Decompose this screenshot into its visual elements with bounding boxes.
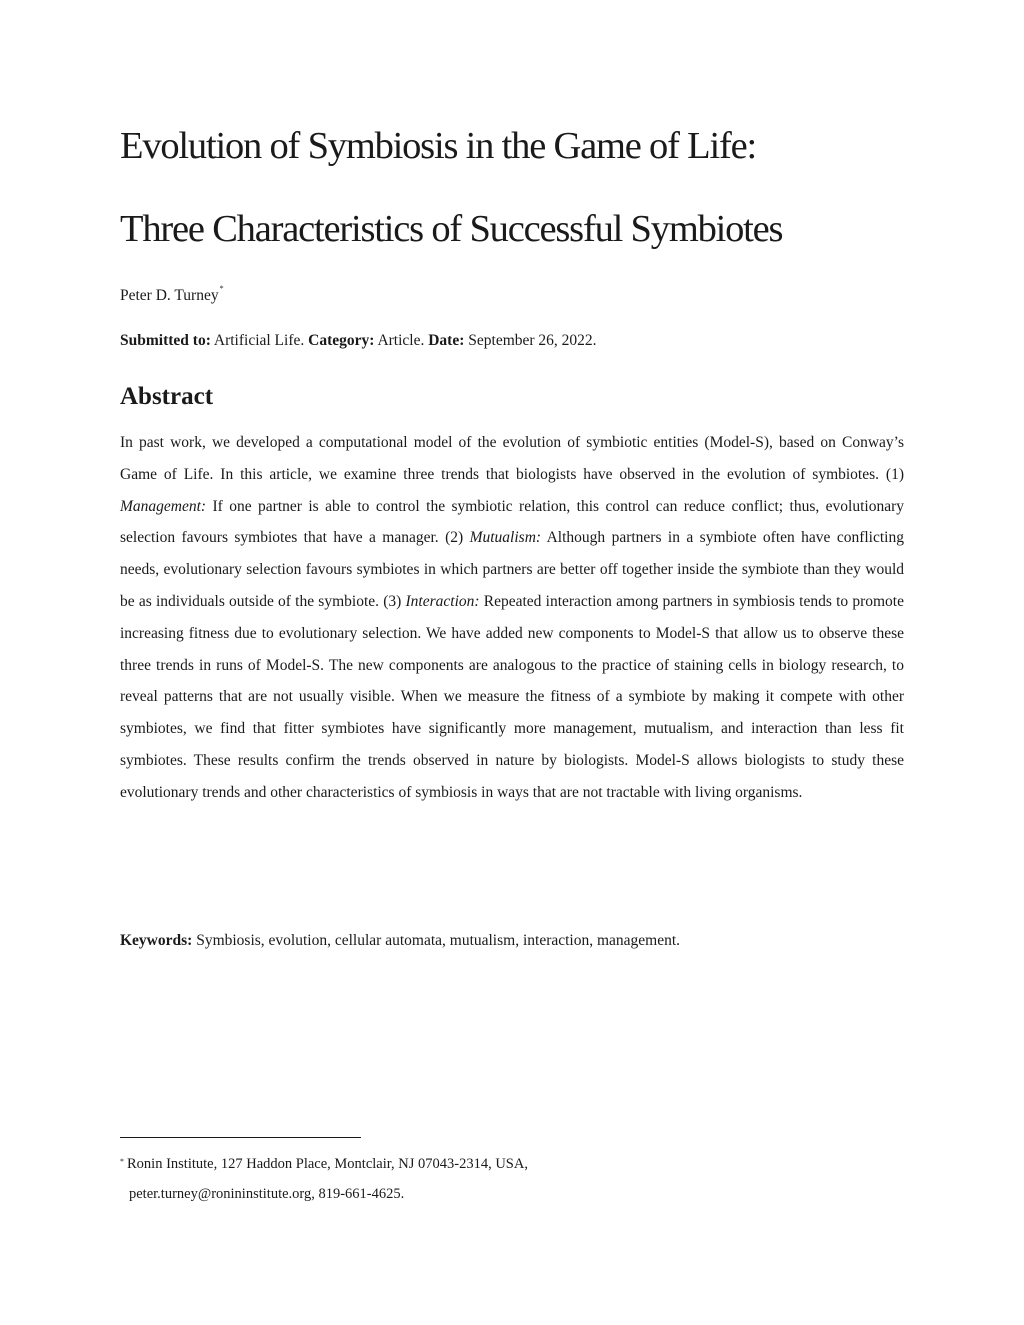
category-label: Category: [308, 332, 375, 349]
footnote-mark: * [120, 1157, 124, 1166]
submitted-label: Submitted to: [120, 332, 211, 349]
footnote-line-1: Ronin Institute, 127 Haddon Place, Montclair, NJ 07043-2314, USA, [127, 1156, 528, 1172]
paper-title-line-1: Evolution of Symbiosis in the Game of Life: [120, 125, 756, 167]
abstract-text-4: Repeated interaction among partners in symbiosis tends to promote increasing fitness due to evolutionary selection. We have added new components to Model-S that allow us to observe these three trends in runs of Model-S. The new components are analogous to the practice of staining cells in biology research, to reveal patterns that are not usually visible. When we measure the fitness of a symbiote by making it compete with other symbiotes, we find that fitter symbiotes have significantly more management, mutualism, and interaction than less fit symbiotes. These results confirm the trends observed in nature by biologists. Model-S allows biologists to study these evolutionary trends and other characteristics of symbiosis in ways that are not tractable with living organisms. [120, 592, 904, 801]
submission-info [120, 332, 597, 350]
author-line [120, 284, 224, 305]
footnote-line-1-wrap [120, 1156, 528, 1172]
abstract-text-1: In past work, we developed a computational model of the evolution of symbiotic entities (Model-S), based on Conway’s Game of Life. In this article, we examine three trends that biologists have observed in the evolution of symbiotes. (1) [120, 434, 904, 483]
category-value: Article. [374, 332, 429, 349]
paper-title-line-2: Three Characteristics of Successful Symbiotes [120, 208, 783, 250]
author-footnote-mark[interactable]: * [219, 284, 224, 293]
date-label: Date: [428, 332, 465, 349]
footnote-line-2[interactable]: peter.turney@ronininstitute.org, 819-661-4625. [129, 1186, 405, 1202]
abstract-body [120, 427, 904, 809]
abstract-term-mutualism: Mutualism: [469, 529, 542, 547]
abstract-term-management: Management: [120, 497, 207, 515]
footnote-divider [120, 1137, 361, 1138]
keywords-value: Symbiosis, evolution, cellular automata, mutualism, interaction, management. [192, 932, 681, 949]
footnote [120, 1149, 528, 1209]
abstract-text-3: Although partners in a symbiote often have conflicting needs, evolutionary selection favours symbiotes in which partners are better off together inside the symbiote than they would be as individuals outside of the symbiote. (3) [120, 529, 904, 610]
keywords-label: Keywords: [120, 932, 193, 949]
abstract-text-2: If one partner is able to control the symbiotic relation, this control can reduce conflict; thus, evolutionary selection favours symbiotes that have a manager. (2) [120, 497, 904, 547]
abstract-term-interaction: Interaction: [405, 592, 480, 610]
keywords-line [120, 932, 680, 950]
author-name: Peter D. Turney [120, 287, 219, 304]
abstract-heading: Abstract [120, 383, 214, 410]
submitted-value: Artificial Life. [210, 332, 309, 349]
date-value: September 26, 2022. [464, 332, 597, 349]
